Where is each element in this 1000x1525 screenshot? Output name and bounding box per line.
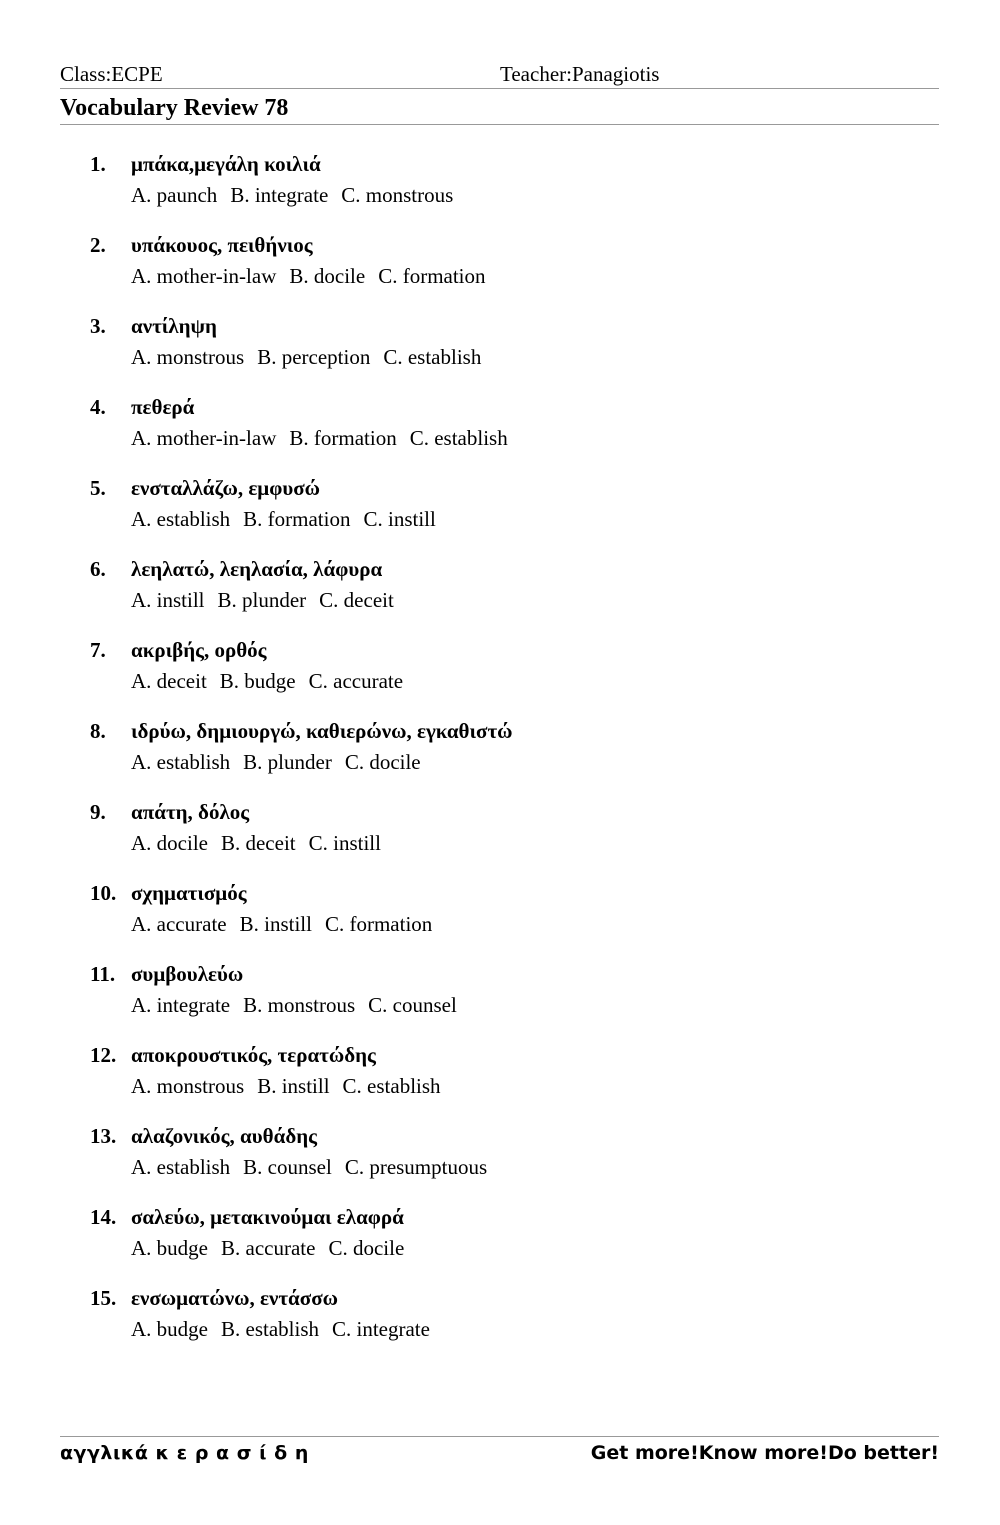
answer-options: [131, 264, 499, 288]
answer-options: [131, 831, 394, 855]
worksheet-title: Vocabulary Review 78: [60, 94, 939, 125]
answer-options: [131, 750, 434, 774]
worksheet-header: [60, 62, 939, 89]
answer-option[interactable]: A. establish: [131, 507, 231, 531]
answer-options: [131, 183, 466, 207]
question-number: 8.: [90, 719, 106, 743]
answer-option[interactable]: C. deceit: [319, 588, 394, 612]
answer-option[interactable]: A. monstrous: [131, 1074, 245, 1098]
question-number: 6.: [90, 557, 106, 581]
answer-options: [131, 912, 445, 936]
question-number: 5.: [90, 476, 106, 500]
answer-option[interactable]: A. establish: [131, 750, 231, 774]
answer-option[interactable]: C. establish: [409, 426, 508, 450]
answer-option[interactable]: B. accurate: [221, 1236, 316, 1260]
answer-option[interactable]: C. formation: [378, 264, 486, 288]
answer-option[interactable]: A. integrate: [131, 993, 231, 1017]
question-prompt: ενσωματώνω, εντάσσω: [131, 1286, 338, 1310]
question-number: 13.: [90, 1124, 117, 1148]
teacher-label: Teacher:Panagiotis: [500, 62, 660, 86]
footer-brand: αγγλικά κ ε ρ α σ ί δ η: [60, 1442, 309, 1464]
answer-option[interactable]: B. deceit: [220, 831, 296, 855]
footer-slogan: Get more!Know more!Do better!: [590, 1442, 939, 1464]
answer-option[interactable]: A. instill: [131, 588, 205, 612]
question-prompt: ενσταλλάζω, εμφυσώ: [131, 476, 320, 500]
question-prompt: αποκρουστικός, τερατώδης: [131, 1043, 376, 1067]
answer-option[interactable]: A. deceit: [131, 669, 207, 693]
answer-option[interactable]: A. mother-in-law: [131, 264, 277, 288]
answer-options: [131, 1317, 443, 1341]
answer-options: [131, 507, 449, 531]
answer-option[interactable]: B. formation: [289, 426, 397, 450]
answer-options: [131, 588, 407, 612]
answer-options: [131, 1074, 454, 1098]
answer-option[interactable]: C. establish: [383, 345, 482, 369]
answer-option[interactable]: A. establish: [131, 1155, 231, 1179]
question-number: 3.: [90, 314, 106, 338]
answer-option[interactable]: C. presumptuous: [344, 1155, 488, 1179]
question-prompt: ακριβής, ορθός: [131, 638, 267, 662]
answer-option[interactable]: A. budge: [131, 1236, 208, 1260]
question-number: 15.: [90, 1286, 117, 1310]
answer-option[interactable]: C. counsel: [368, 993, 457, 1017]
question-prompt: ιδρύω, δημιουργώ, καθιερώνω, εγκαθιστώ: [131, 719, 513, 743]
answer-option[interactable]: B. instill: [257, 1074, 330, 1098]
answer-option[interactable]: B. budge: [219, 669, 296, 693]
answer-option[interactable]: B. docile: [289, 264, 366, 288]
question-prompt: πεθερά: [131, 395, 195, 419]
question-prompt: συμβουλεύω: [131, 962, 244, 986]
question-number: 12.: [90, 1043, 117, 1067]
answer-option[interactable]: B. establish: [221, 1317, 319, 1341]
answer-option[interactable]: C. monstrous: [341, 183, 454, 207]
answer-options: [131, 669, 416, 693]
question-number: 1.: [90, 152, 106, 176]
answer-option[interactable]: B. integrate: [230, 183, 329, 207]
question-prompt: σχηματισμός: [131, 881, 247, 905]
question-prompt: σαλεύω, μετακινούμαι ελαφρά: [131, 1205, 404, 1229]
question-prompt: υπάκουος, πειθήνιος: [131, 233, 313, 257]
answer-option[interactable]: B. instill: [239, 912, 312, 936]
question-number: 9.: [90, 800, 106, 824]
question-number: 2.: [90, 233, 106, 257]
answer-option[interactable]: A. monstrous: [131, 345, 245, 369]
answer-option[interactable]: B. counsel: [243, 1155, 332, 1179]
answer-options: [131, 1236, 417, 1260]
class-label: Class:ECPE: [60, 62, 163, 86]
answer-option[interactable]: B. monstrous: [243, 993, 356, 1017]
answer-option[interactable]: A. budge: [131, 1317, 208, 1341]
answer-option[interactable]: C. docile: [328, 1236, 405, 1260]
answer-option[interactable]: B. plunder: [217, 588, 307, 612]
answer-option[interactable]: A. accurate: [131, 912, 227, 936]
answer-option[interactable]: C. establish: [342, 1074, 441, 1098]
question-number: 7.: [90, 638, 106, 662]
answer-option[interactable]: B. perception: [257, 345, 371, 369]
question-prompt: αντίληψη: [131, 314, 217, 338]
question-prompt: απάτη, δόλος: [131, 800, 250, 824]
question-number: 4.: [90, 395, 106, 419]
question-prompt: αλαζονικός, αυθάδης: [131, 1124, 318, 1148]
answer-options: [131, 1155, 500, 1179]
answer-options: [131, 993, 470, 1017]
answer-option[interactable]: B. plunder: [243, 750, 332, 774]
answer-option[interactable]: C. instill: [308, 831, 381, 855]
footer-divider: [60, 1436, 939, 1437]
answer-option[interactable]: B. formation: [243, 507, 351, 531]
answer-option[interactable]: C. instill: [363, 507, 436, 531]
answer-option[interactable]: C. formation: [324, 912, 433, 936]
answer-option[interactable]: C. docile: [344, 750, 421, 774]
answer-option[interactable]: C. accurate: [308, 669, 404, 693]
answer-options: [131, 426, 521, 450]
question-number: 14.: [90, 1205, 117, 1229]
question-prompt: λεηλατώ, λεηλασία, λάφυρα: [131, 557, 383, 581]
answer-options: [131, 345, 494, 369]
answer-option[interactable]: C. integrate: [332, 1317, 430, 1341]
question-number: 10.: [90, 881, 117, 905]
question-number: 11.: [90, 962, 116, 986]
answer-option[interactable]: A. docile: [131, 831, 208, 855]
question-prompt: μπάκα,μεγάλη κοιλιά: [131, 152, 321, 176]
answer-option[interactable]: A. paunch: [131, 183, 218, 207]
answer-option[interactable]: A. mother-in-law: [131, 426, 277, 450]
